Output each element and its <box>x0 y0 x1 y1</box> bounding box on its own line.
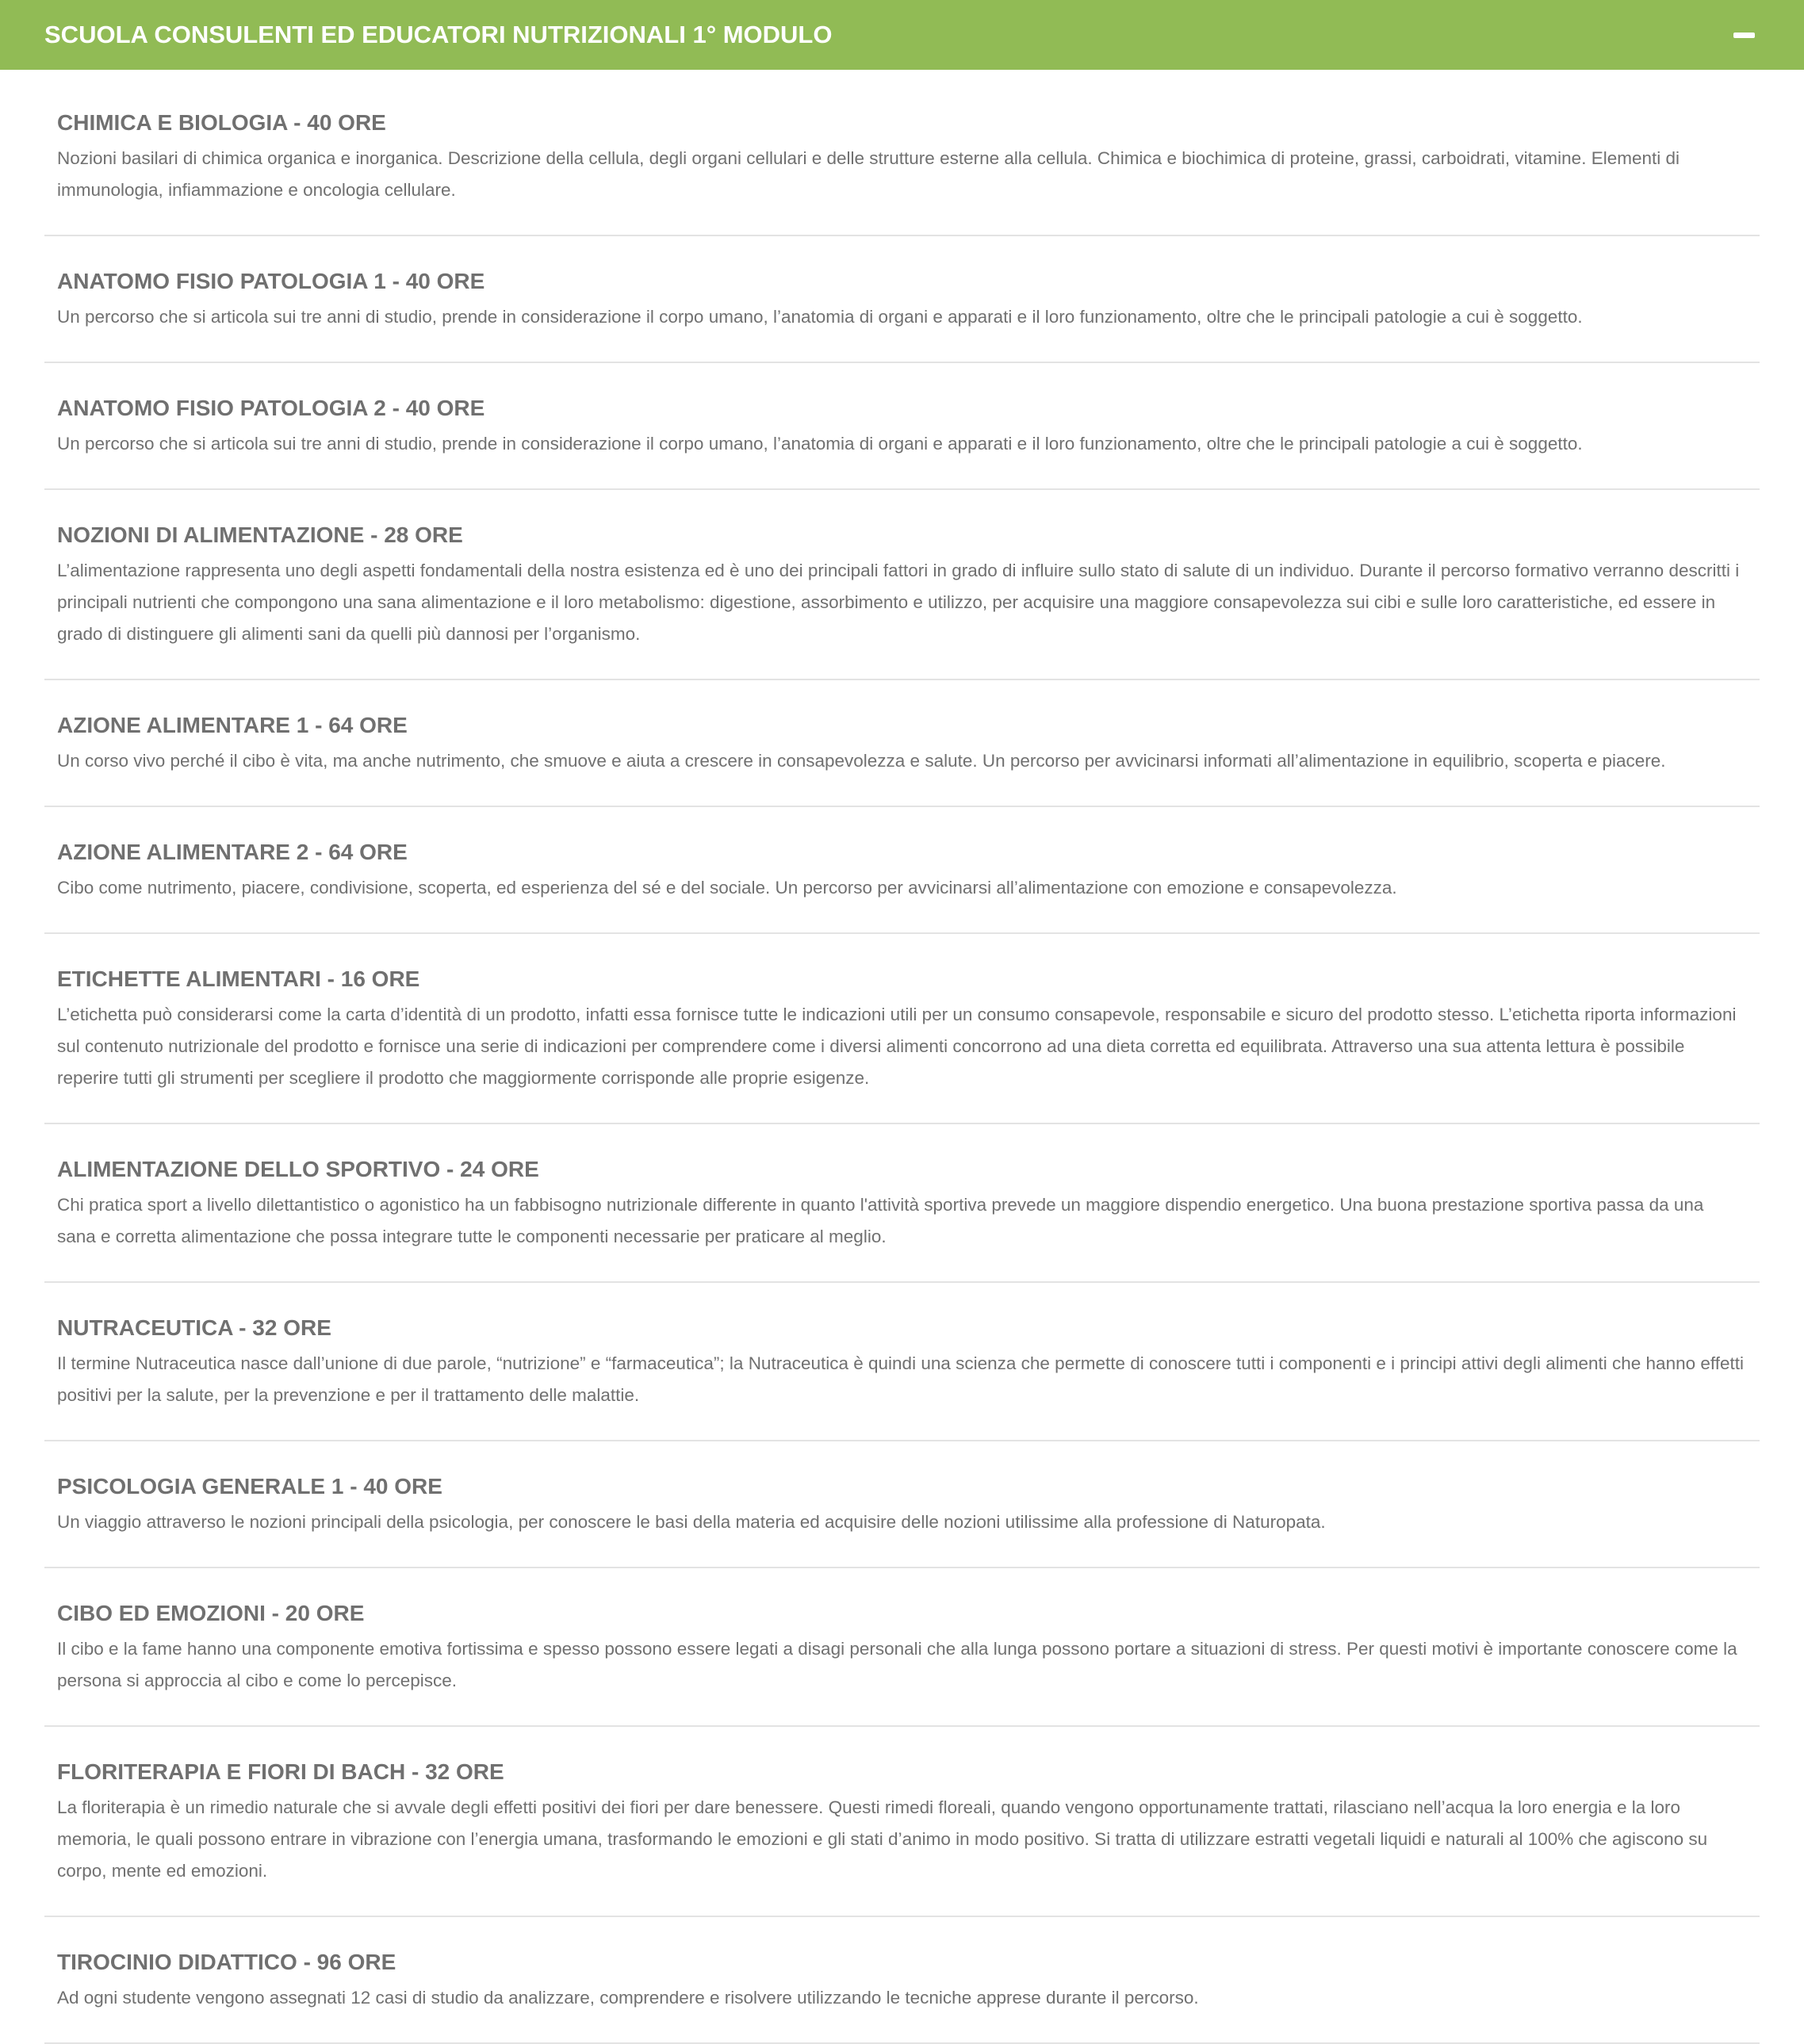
course-description: Il termine Nutraceutica nasce dall’unione di due parole, “nutrizione” e “farmaceutica”; la Nutraceutica è quindi una scienza che permette di conoscere tutti i componenti e i principi attivi degli alimenti che hanno effetti positivi per la salute, per la prevenzione e per il trattamento delle malattie. <box>57 1353 1744 1405</box>
course-item <box>44 1124 1760 1283</box>
course-item <box>44 1441 1760 1568</box>
course-item <box>44 934 1760 1124</box>
course-list <box>44 70 1760 2044</box>
course-title: AZIONE ALIMENTARE 1 - 64 ORE <box>57 713 408 737</box>
minus-icon <box>1733 33 1755 38</box>
course-item <box>44 490 1760 680</box>
course-title: FLORITERAPIA E FIORI DI BACH - 32 ORE <box>57 1759 504 1784</box>
course-title: TIROCINIO DIDATTICO - 96 ORE <box>57 1950 396 1974</box>
course-item <box>44 70 1760 236</box>
course-description: Nozioni basilari di chimica organica e inorganica. Descrizione della cellula, degli organi cellulari e delle strutture esterne alla cellula. Chimica e biochimica di proteine, grassi, carboidrati, vitamine. Elementi di immunologia, infiammazione e oncologia cellulare. <box>57 148 1680 200</box>
course-title: ETICHETTE ALIMENTARI - 16 ORE <box>57 966 420 991</box>
course-title: ANATOMO FISIO PATOLOGIA 1 - 40 ORE <box>57 269 485 293</box>
course-item <box>44 1727 1760 1917</box>
course-title: PSICOLOGIA GENERALE 1 - 40 ORE <box>57 1474 442 1499</box>
course-item <box>44 680 1760 807</box>
course-description: Un percorso che si articola sui tre anni di studio, prende in considerazione il corpo umano, l’anatomia di organi e apparati e il loro funzionamento, oltre che le principali patologie a cui è soggetto. <box>57 434 1583 454</box>
course-description: L’alimentazione rappresenta uno degli aspetti fondamentali della nostra esistenza ed è uno dei principali fattori in grado di influire sullo stato di salute di un individuo. Durante il percorso formativo verranno descritti i principali nutrienti che compongono una sana alimentazione e il loro metabolismo: digestione, assorbimento e utilizzo, per acquisire una maggiore consapevolezza sui cibi e sulle loro caratteristiche, ed essere in grado di distinguere gli alimenti sani da quelli più dannosi per l’organismo. <box>57 561 1740 644</box>
course-description: Un corso vivo perché il cibo è vita, ma anche nutrimento, che smuove e aiuta a crescere in consapevolezza e salute. Un percorso per avvicinarsi informati all’alimentazione in equilibrio, scoperta e piacere. <box>57 751 1666 771</box>
course-description: Chi pratica sport a livello dilettantistico o agonistico ha un fabbisogno nutrizionale differente in quanto l'attività sportiva prevede un maggiore dispendio energetico. Una buona prestazione sportiva passa da una sana e corretta alimentazione che possa integrare tutte le componenti necessarie per praticare al meglio. <box>57 1195 1704 1246</box>
course-item <box>44 236 1760 363</box>
course-item <box>44 1568 1760 1727</box>
course-title: NOZIONI DI ALIMENTAZIONE - 28 ORE <box>57 522 463 547</box>
course-description: Un percorso che si articola sui tre anni di studio, prende in considerazione il corpo umano, l’anatomia di organi e apparati e il loro funzionamento, oltre che le principali patologie a cui è soggetto. <box>57 307 1583 327</box>
course-description: L’etichetta può considerarsi come la carta d’identità di un prodotto, infatti essa fornisce tutte le indicazioni utili per un consumo consapevole, responsabile e sicuro del prodotto stesso. L’etichetta riporta informazioni sul contenuto nutrizionale del prodotto e fornisce una serie di indicazioni per comprendere come i diversi alimenti concorrono ad una dieta corretta ed equilibrata. Attraverso una sua attenta lettura è possibile reperire tutti gli strumenti per scegliere il prodotto che maggiormente corrisponde alle proprie esigenze. <box>57 1005 1737 1088</box>
course-description: Il cibo e la fame hanno una componente emotiva fortissima e spesso possono essere legati a disagi personali che alla lunga possono portare a situazioni di stress. Per questi motivi è importante conoscere come la persona si approccia al cibo e come lo percepisce. <box>57 1639 1737 1690</box>
course-title: NUTRACEUTICA - 32 ORE <box>57 1315 331 1340</box>
course-description: La floriterapia è un rimedio naturale che si avvale degli effetti positivi dei fiori per dare benessere. Questi rimedi floreali, quando vengono opportunamente trattati, rilasciano nell’acqua la loro energia e la loro memoria, le quali possono entrare in vibrazione con l’energia umana, trasformando le emozioni e gli stati d’animo in modo positivo. Si tratta di utilizzare estratti vegetali liquidi e naturali al 100% che agiscono su corpo, mente ed emozioni. <box>57 1797 1708 1881</box>
course-item <box>44 1917 1760 2044</box>
course-description: Cibo come nutrimento, piacere, condivisione, scoperta, ed esperienza del sé e del sociale. Un percorso per avvicinarsi all’alimentazione con emozione e consapevolezza. <box>57 878 1397 898</box>
course-description: Ad ogni studente vengono assegnati 12 casi di studio da analizzare, comprendere e risolvere utilizzando le tecniche apprese durante il percorso. <box>57 1988 1199 2008</box>
course-item <box>44 363 1760 490</box>
course-title: CIBO ED EMOZIONI - 20 ORE <box>57 1601 365 1625</box>
course-item <box>44 1283 1760 1441</box>
course-item <box>44 807 1760 934</box>
course-title: CHIMICA E BIOLOGIA - 40 ORE <box>57 110 386 135</box>
collapse-toggle-button[interactable] <box>1722 19 1766 51</box>
course-title: ALIMENTAZIONE DELLO SPORTIVO - 24 ORE <box>57 1157 539 1181</box>
course-title: ANATOMO FISIO PATOLOGIA 2 - 40 ORE <box>57 396 485 420</box>
course-title: AZIONE ALIMENTARE 2 - 64 ORE <box>57 840 408 864</box>
accordion-header[interactable] <box>0 0 1804 70</box>
accordion-title: SCUOLA CONSULENTI ED EDUCATORI NUTRIZIONALI 1° MODULO <box>44 21 833 48</box>
course-description: Un viaggio attraverso le nozioni principali della psicologia, per conoscere le basi della materia ed acquisire delle nozioni utilissime alla professione di Naturopata. <box>57 1512 1326 1532</box>
